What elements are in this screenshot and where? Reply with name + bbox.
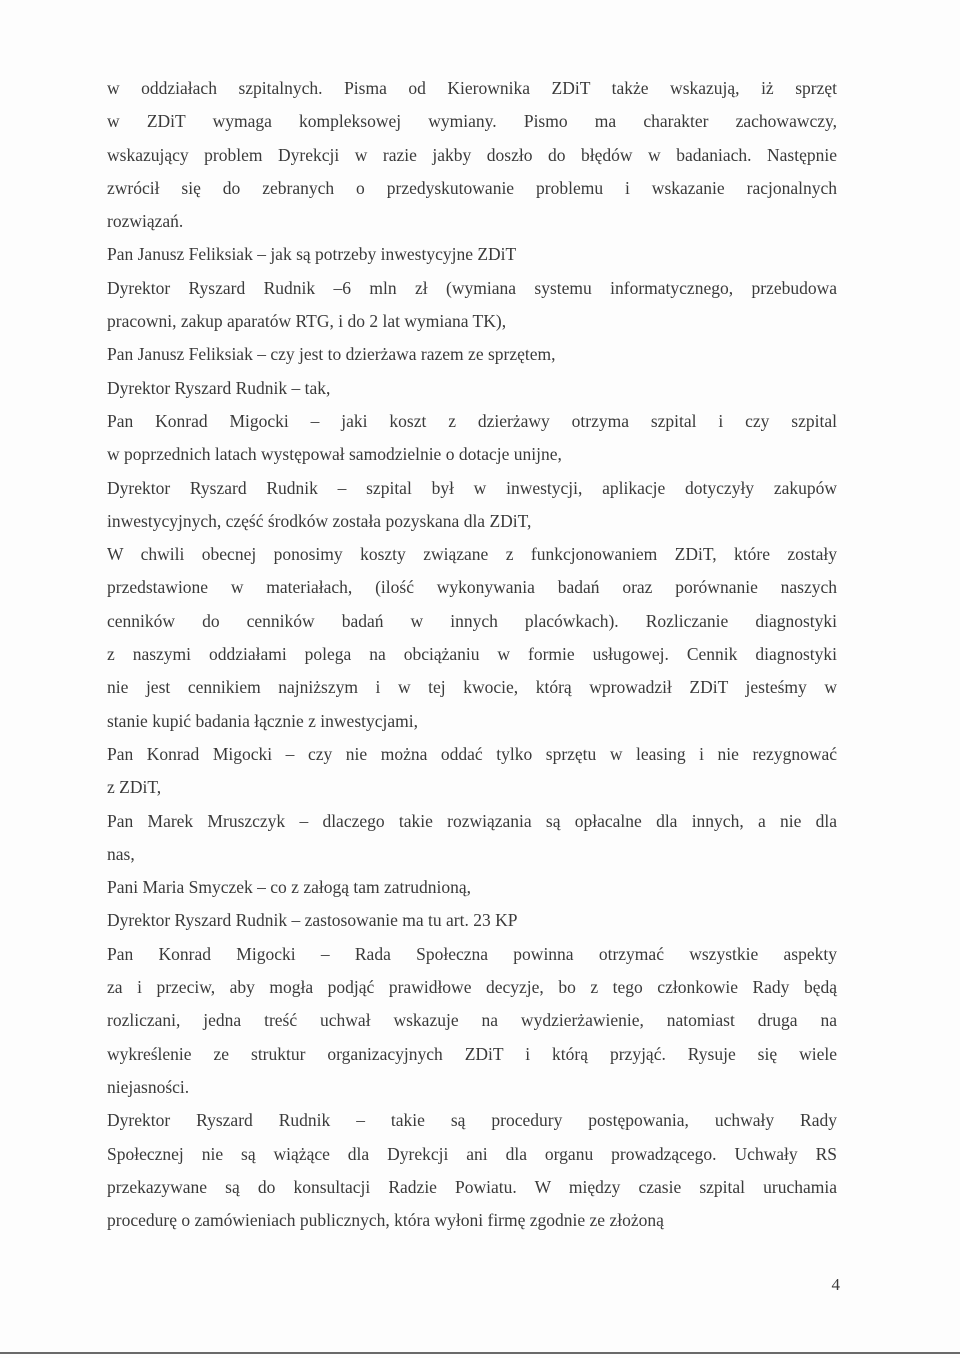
text-line: Dyrektor Ryszard Rudnik – zastosowanie ma tu art. 23 KP — [107, 910, 518, 931]
text-line: w poprzednich latach występował samodzielnie o dotacje unijne, — [107, 444, 562, 465]
text-line: Pan Janusz Feliksiak – czy jest to dzierżawa razem ze sprzętem, — [107, 344, 556, 365]
paragraph — [107, 871, 837, 904]
text-line: za i przeciw, aby mogła podjąć prawidłowe decyzje, bo z tego członkowie Rady będą — [107, 977, 837, 998]
text-line: z naszymi oddziałami polega na obciążaniu w formie usługowej. Cennik diagnostyki — [107, 644, 837, 665]
text-line: cenników do cenników badań w innych placówkach). Rozliczanie diagnostyki — [107, 610, 837, 631]
text-line: procedurę o zamówieniach publicznych, która wyłoni firmę zgodnie ze złożoną — [107, 1210, 664, 1231]
text-line: nas, — [107, 843, 135, 864]
text-line: Dyrektor Ryszard Rudnik – takie są procedury postępowania, uchwały Rady — [107, 1110, 837, 1131]
text-line: inwestycyjnych, część środków została pozyskana dla ZDiT, — [107, 510, 532, 531]
text-line: Dyrektor Ryszard Rudnik –6 mln zł (wymiana systemu informatycznego, przebudowa — [107, 277, 837, 298]
text-line: niejasności. — [107, 1076, 190, 1097]
text-line: Pan Konrad Migocki – jaki koszt z dzierżawy otrzyma szpital i czy szpital — [107, 410, 837, 431]
text-line: W chwili obecnej ponosimy koszty związane z funkcjonowaniem ZDiT, które zostały — [107, 544, 837, 565]
paragraph — [107, 805, 837, 872]
paragraph — [107, 272, 837, 339]
page-number: 4 — [831, 1275, 840, 1294]
paragraph — [107, 538, 837, 738]
text-line: wykreślenie ze struktur organizacyjnych ZDiT i którą przyjąć. Rysuje się wiele — [107, 1043, 837, 1064]
paragraph — [107, 338, 837, 371]
text-line: Pan Janusz Feliksiak – jak są potrzeby inwestycyjne ZDiT — [107, 244, 517, 265]
document-body — [107, 72, 837, 1237]
text-line: przekazywane są do konsultacji Radzie Powiatu. W między czasie szpital uruchamia — [107, 1176, 837, 1197]
text-line: przedstawione w materiałach, (ilość wykonywania badań oraz porównanie naszych — [107, 577, 837, 598]
paragraph — [107, 238, 837, 271]
paragraph — [107, 372, 837, 405]
text-line: nie jest cennikiem najniższym i w tej kwocie, którą wprowadził ZDiT jesteśmy w — [107, 677, 837, 698]
text-line: Pan Marek Mruszczyk – dlaczego takie rozwiązania są opłacalne dla innych, a nie dla — [107, 810, 837, 831]
text-line: stanie kupić badania łącznie z inwestycjami, — [107, 710, 418, 731]
paragraph — [107, 738, 837, 805]
text-line: pracowni, zakup aparatów RTG, i do 2 lat wymiana TK), — [107, 311, 507, 332]
text-line: Dyrektor Ryszard Rudnik – tak, — [107, 377, 331, 398]
text-line: zwrócił się do zebranych o przedyskutowanie problemu i wskazanie racjonalnych — [107, 177, 837, 198]
paragraph — [107, 472, 837, 539]
text-line: rozliczani, jedna treść uchwał wskazuje na wydzierżawienie, natomiast druga na — [107, 1010, 837, 1031]
paragraph — [107, 938, 837, 1104]
text-line: Pan Konrad Migocki – czy nie można oddać tylko sprzętu w leasing i nie rezygnować — [107, 743, 837, 764]
text-line: rozwiązań. — [107, 211, 184, 232]
text-line: w oddziałach szpitalnych. Pisma od Kierownika ZDiT także wskazują, iż sprzęt — [107, 78, 837, 98]
paragraph — [107, 72, 837, 238]
text-line: wskazujący problem Dyrekcji w razie jakby doszło do błędów w badaniach. Następnie — [107, 144, 837, 165]
text-line: Pani Maria Smyczek – co z załogą tam zatrudnioną, — [107, 877, 471, 898]
paragraph — [107, 405, 837, 472]
paragraph — [107, 904, 837, 937]
text-line: w ZDiT wymaga kompleksowej wymiany. Pismo ma charakter zachowawczy, — [107, 111, 837, 132]
text-line: z ZDiT, — [107, 777, 162, 798]
text-line: Społecznej nie są wiążące dla Dyrekcji ani dla organu prowadzącego. Uchwały RS — [107, 1143, 837, 1164]
text-line: Dyrektor Ryszard Rudnik – szpital był w inwestycji, aplikacje dotyczyły zakupów — [107, 477, 837, 498]
text-line: Pan Konrad Migocki – Rada Społeczna powinna otrzymać wszystkie aspekty — [107, 943, 837, 964]
paragraph — [107, 1104, 837, 1237]
scan-edge-line — [0, 1352, 960, 1354]
